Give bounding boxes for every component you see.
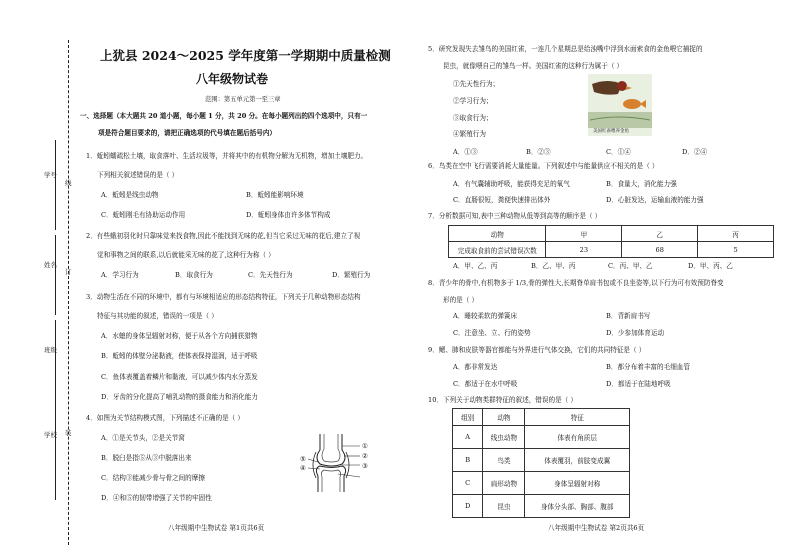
margin-mark-ding: 订 <box>65 268 72 276</box>
q9-option-d: D．都适于在陆地呼吸 <box>606 380 671 388</box>
table-row <box>449 226 774 242</box>
table-header-cell: 特征 <box>525 409 630 426</box>
joint-label-5: ⑤ <box>300 455 306 463</box>
q7-stem: 7．分析数据可知,表中三种动物从低等到高等的顺序是（ ） <box>428 212 602 220</box>
table-row <box>453 472 630 495</box>
bird-feeding-fish-picture <box>588 74 652 136</box>
joint-label-4: ④ <box>300 464 306 472</box>
q5-stem-1: 5．研究发现失去雏鸟的美国红雀，一连几个星期总是给浊嘴中浮到水面索食的金鱼喂它捕捉的 <box>428 45 703 53</box>
table-header-cell: 组别 <box>453 409 483 426</box>
table-row <box>453 409 630 426</box>
q7-option-d: D．甲、丙、乙 <box>688 262 733 270</box>
left-page-footer: 八年级期中生物试卷 第1页共6页 <box>168 524 265 532</box>
q8-stem-1: 8．青少年的骨中,有机物多于 1/3,骨的弹性大,长期脊单肩书包或不良坐姿等,以下行为可有效预防脊变 <box>428 279 724 287</box>
table-cell: 5 <box>698 242 774 258</box>
q3-option-a: A．水螅的身体呈辐射对称，便于从各个方向捕获猎物 <box>101 332 258 340</box>
table-cell: 昆虫 <box>483 495 525 518</box>
exam-scope: 范围：第五单元第一至三章 <box>205 96 281 103</box>
table-row <box>453 495 630 518</box>
q4-option-b: B．脱臼是指⑤从③中脱落出来 <box>101 454 192 462</box>
q10-stem: 10．下列关于动物类群特征的叙述，错误的是（ ） <box>428 396 577 404</box>
q4-option-a: A．①是关节头，②是关节窝 <box>101 434 185 442</box>
q2-option-c: C．先天性行为 <box>248 271 293 279</box>
q1-stem-2: 下列相关叙述错误的是（ ） <box>97 171 179 179</box>
margin-underline-number <box>55 140 56 230</box>
q4-option-c: C．结构③能减少骨与骨之间的摩擦 <box>101 474 205 482</box>
q9-option-c: C．都适于在水中呼吸 <box>453 380 518 388</box>
q4-option-d: D．④和⑤的韧带增强了关节的牢固性 <box>101 494 212 502</box>
margin-label-school: 学校 <box>44 431 57 439</box>
table-cell: A <box>453 426 483 449</box>
q7-table <box>448 225 774 258</box>
joint-label-1: ① <box>362 442 368 450</box>
q1-stem-1: 1．蚯蚓蠕疏松土壤，取食落叶、生活垃圾等，并将其中的有机物分解为无机物，增加土壤肥力。 <box>86 152 368 160</box>
table-cell: 体表覆羽，前肢变成翼 <box>525 449 630 472</box>
table-cell: 身体呈辐射对称 <box>525 472 630 495</box>
margin-mark-zhuang: 装 <box>65 429 72 437</box>
table-header-cell: 丙 <box>698 226 774 242</box>
q9-option-b: B．都分布着丰富的毛细血管 <box>606 363 690 371</box>
q7-option-b: B．乙、甲、丙 <box>531 262 576 270</box>
margin-label-name: 姓名 <box>44 261 57 269</box>
exam-title: 上犹县 2024～2025 学年度第一学期期中质量检测 <box>100 48 391 63</box>
q1-option-c: C．蚯蚓刚毛有协助运动作用 <box>101 211 186 219</box>
q6-option-d: D．心脏发达，运输血液的能力强 <box>606 196 704 204</box>
picture-caption: 美国红雀喂养金鱼 <box>593 129 629 134</box>
margin-underline-school <box>55 410 56 500</box>
section-instructions-1: 一、选择题（本大题共 20 道小题，每小题 1 分，共 20 分。在每小题列出的四个选项中，只有一 <box>80 112 368 120</box>
q10-table <box>452 408 630 518</box>
q5-option-3: ③取食行为； <box>453 114 493 122</box>
q3-stem-1: 3．动物生活在不同的环境中，都有与环境相适应的形态结构特征，下列关于几种动物形态结构 <box>86 293 361 301</box>
table-cell: C <box>453 472 483 495</box>
q6-stem: 6．鸟类在空中飞行需要消耗大量能量。下列叙述中与能量供应不相关的是（ ） <box>428 162 659 170</box>
q1-option-d: D．蚯蚓身体由许多体节构成 <box>246 211 331 219</box>
table-cell: B <box>453 449 483 472</box>
q5-answer-c: C．①④ <box>606 148 631 156</box>
q5-option-1: ①先天性行为； <box>453 80 500 88</box>
q2-option-d: D．繁殖行为 <box>332 271 371 279</box>
joint-label-3: ③ <box>362 462 368 470</box>
q7-option-c: C．丙、甲、乙 <box>608 262 653 270</box>
table-cell: 完成取食前的尝试错误次数 <box>449 242 546 258</box>
right-page-footer: 八年级期中生物试卷 第2页共6页 <box>548 524 645 532</box>
q2-stem-1: 2．有些蛾初羽化时只靠味觉来找食物,因此不能找到无味的花,但当它采过无味的花后,建立了视 <box>86 232 361 240</box>
joint-label-2: ② <box>362 452 368 460</box>
q5-option-2: ②学习行为； <box>453 97 493 105</box>
table-header-cell: 甲 <box>546 226 622 242</box>
margin-label-class: 班级 <box>44 346 57 354</box>
q8-option-b: B．背新肩书写 <box>606 312 651 320</box>
table-header-cell: 动物 <box>449 226 546 242</box>
q9-option-a: A．都非常发达 <box>453 363 498 371</box>
section-instructions-2: 项是符合题目要求的，请把正确选项的代号填在题后括号内） <box>98 129 277 137</box>
q6-option-a: A．有气囊辅助呼吸，能获得充足的氧气 <box>453 180 570 188</box>
binding-line <box>68 40 69 545</box>
q3-option-c: C．鱼体表覆盖着鳞片和黏液，可以减少体内水分蒸发 <box>101 373 258 381</box>
q5-answer-a: A．①③ <box>453 148 478 156</box>
q2-option-b: B．取食行为 <box>175 271 213 279</box>
q8-option-c: C．注意坐、立、行的姿势 <box>453 329 531 337</box>
q1-option-a: A．蚯蚓是线虫动物 <box>101 191 159 199</box>
table-row <box>453 449 630 472</box>
q5-answer-d: D．②④ <box>682 148 708 156</box>
margin-underline-name <box>55 235 56 315</box>
margin-label-number: 学号 <box>44 171 57 179</box>
q7-option-a: A．甲、乙、丙 <box>453 262 498 270</box>
q2-option-a: A．学习行为 <box>101 271 139 279</box>
q4-stem: 4．如图为关节结构模式图，下列描述不正确的是（ ） <box>86 414 244 422</box>
table-cell: 扁形动物 <box>483 472 525 495</box>
q3-stem-2: 特征与其功能的叙述，错误的一项是（ ） <box>97 312 218 320</box>
margin-mark-xian: 线 <box>65 179 72 187</box>
q6-option-b: B．食量大，消化能力强 <box>606 180 677 188</box>
q9-stem: 9．鳃、肺和皮肤等器官都能与外界进行气体交换，它们的共同特征是（ ） <box>428 346 646 354</box>
q5-stem-2: 昆虫，就像喂自己的雏鸟一样。美国红雀的这种行为属于（ ） <box>443 62 624 70</box>
table-cell: 23 <box>546 242 622 258</box>
q6-option-c: C．直肠很短，粪便快速排出体外 <box>453 196 551 204</box>
table-row <box>449 242 774 258</box>
q3-option-d: D．牙齿的分化提高了哺乳动物的摄食能力和消化能力 <box>101 393 258 401</box>
q3-option-b: B．蚯蚓的体壁分泌黏液，使体表保持湿润，适于呼吸 <box>101 352 258 360</box>
table-cell: 68 <box>622 242 698 258</box>
table-header-cell: 动物 <box>483 409 525 426</box>
table-cell: 体表有角质层 <box>525 426 630 449</box>
q2-stem-2: 觉和事物之间的联系,以后就能采无味的花了,这种行为称（ ） <box>97 251 275 259</box>
q8-option-d: D．少参加体育运动 <box>606 329 665 337</box>
exam-subtitle: 八年级物试卷 <box>196 72 269 86</box>
q5-option-4: ④繁殖行为 <box>453 130 486 138</box>
q5-answer-b: B．②③ <box>526 148 551 156</box>
table-cell: D <box>453 495 483 518</box>
table-header-cell: 乙 <box>622 226 698 242</box>
table-cell: 鸟类 <box>483 449 525 472</box>
table-cell: 线虫动物 <box>483 426 525 449</box>
table-row <box>453 426 630 449</box>
margin-underline-class <box>55 320 56 410</box>
q8-option-a: A．睡较柔软的弹簧床 <box>453 312 518 320</box>
table-cell: 身体分头部、胸部、腹部 <box>525 495 630 518</box>
q8-stem-2: 形的是（ ） <box>443 296 479 304</box>
q1-option-b: B．蚯蚓能影响环境 <box>246 191 304 199</box>
